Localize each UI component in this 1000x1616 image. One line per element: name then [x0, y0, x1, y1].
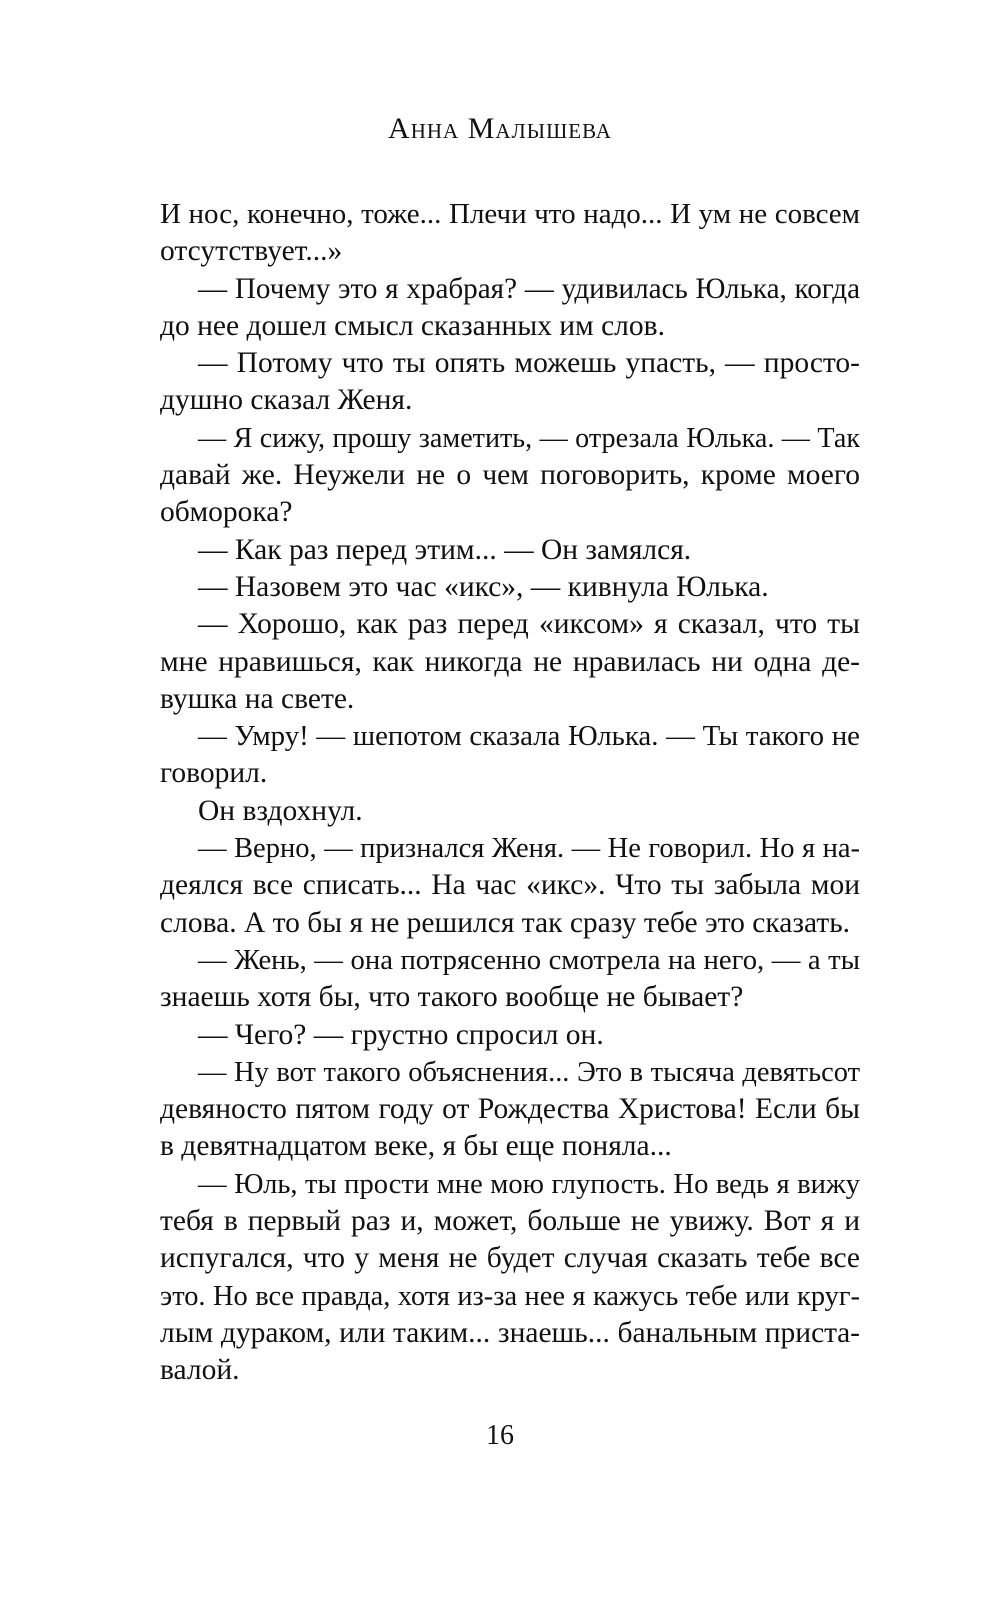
- text-line: — Ну вот такого объяснения... Это в тысяча девятьсот: [198, 1056, 860, 1088]
- text-line: — Жень, — она потрясенно смотрела на него, — а ты: [198, 943, 860, 976]
- text-line: валой.: [160, 1354, 240, 1387]
- text-line: давай же. Неужели не о чем поговорить, кроме моего: [160, 459, 860, 492]
- page-number: 16: [486, 1420, 514, 1451]
- text-line: душно сказал Женя.: [160, 384, 413, 417]
- text-line: деялся все списать... На час «икс». Что ты забыла мои: [160, 869, 860, 902]
- text-line: — Чего? — грустно спросил он.: [198, 1018, 604, 1051]
- text-line: слова. А то бы я не решился так сразу тебе это сказать.: [160, 906, 851, 939]
- text-line: — Я сижу, прошу заметить, — отрезала Юлька. — Так: [198, 422, 860, 454]
- text-line: обморока?: [160, 496, 293, 529]
- text-line: И нос, конечно, тоже... Плечи что надо... И ум не совсем: [160, 198, 860, 230]
- text-line: — Умру! — шепотом сказала Юлька. — Ты такого не: [198, 720, 860, 753]
- text-line: в девятнадцатом веке, я бы еще поняла...: [160, 1130, 672, 1163]
- text-line: мне нравишься, как никогда не нравилась ни одна де-: [160, 645, 860, 678]
- text-line: девяносто пятом году от Рождества Христова! Если бы: [160, 1093, 860, 1126]
- text-line: это. Но все правда, хотя из-за нее я кажусь тебе или круг-: [160, 1280, 860, 1312]
- text-line: тебя в первый раз и, может, больше не увижу. Вот я и: [160, 1205, 860, 1238]
- text-line: — Верно, — признался Женя. — Не говорил. Но я на-: [198, 833, 860, 865]
- text-line: — Хорошо, как раз перед «иксом» я сказал, что ты: [198, 608, 860, 641]
- text-line: говорил.: [160, 757, 268, 790]
- text-line: до нее дошел смысл сказанных им слов.: [160, 309, 665, 342]
- text-line: — Как раз перед этим... — Он замялся.: [198, 533, 692, 566]
- text-line: отсутствует...»: [160, 235, 343, 268]
- text-line: Он вздохнул.: [198, 794, 363, 827]
- text-line: лым дураком, или таким... знаешь... банальным пристa-: [160, 1316, 860, 1349]
- text-line: знаешь хотя бы, что такого вообще не бывает?: [160, 981, 744, 1014]
- text-line: вушка на свете.: [160, 682, 355, 715]
- text-line: — Назовем это час «икс», — кивнула Юлька.: [198, 570, 769, 603]
- running-head-author: Анна Малышева: [388, 112, 612, 145]
- body-text: [160, 196, 860, 1390]
- text-line: — Почему это я храбрая? — удивилась Юлька, когда: [198, 272, 860, 305]
- text-line: испугался, что у меня не будет случая сказать тебе все: [160, 1242, 860, 1275]
- text-line: — Потому что ты опять можешь упасть, — просто-: [198, 347, 860, 380]
- text-line: — Юль, ты прости мне мою глупость. Но ведь я вижу: [198, 1168, 860, 1200]
